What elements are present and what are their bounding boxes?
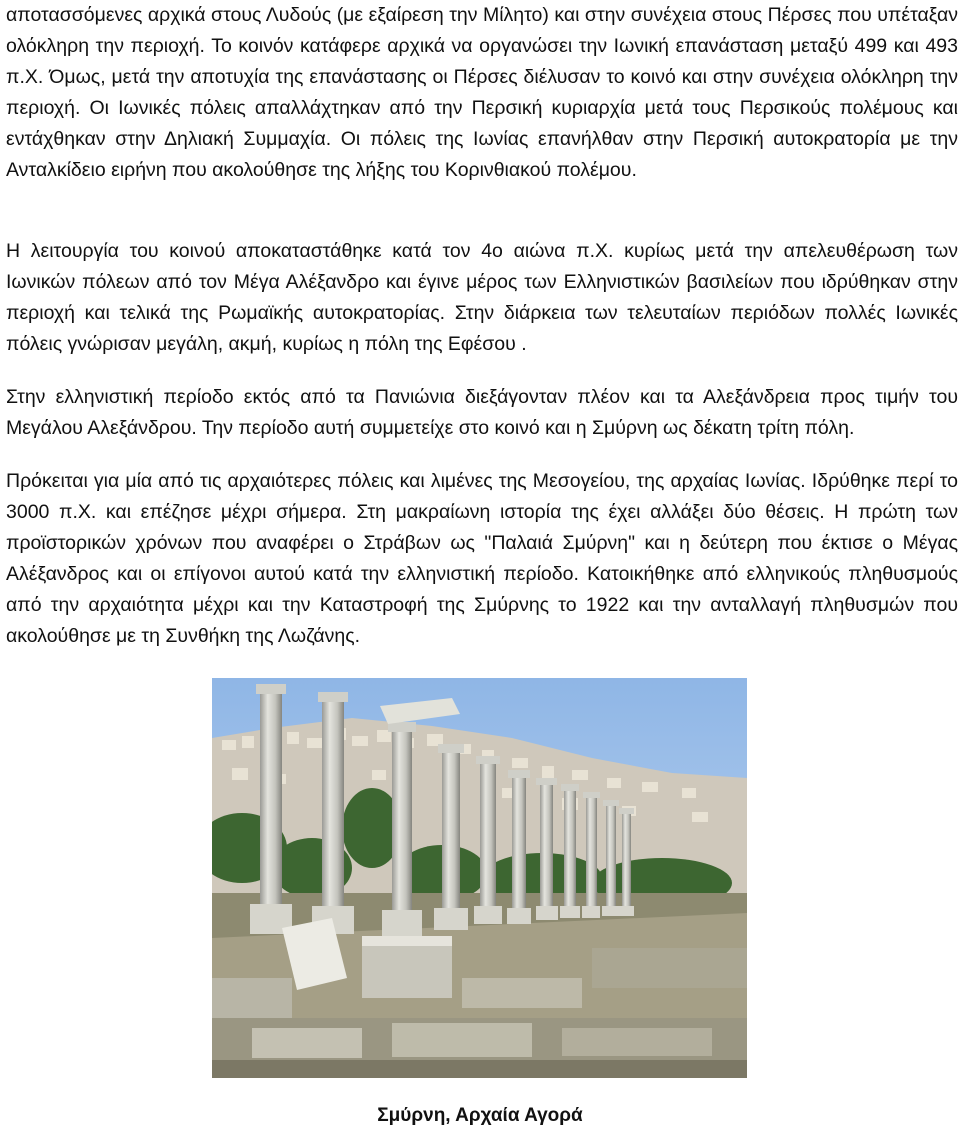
column-7	[540, 782, 553, 910]
column-5	[480, 760, 496, 910]
agora-photo-illustration	[212, 678, 747, 1078]
column-1	[260, 688, 282, 908]
column-9	[586, 796, 597, 910]
column-8	[564, 788, 576, 910]
photo-caption: Σμύρνη, Αρχαία Αγορά	[377, 1105, 583, 1126]
column-4	[442, 748, 460, 913]
column-10	[606, 804, 616, 910]
column-6	[512, 774, 526, 912]
paragraph-ionian-league-history: αποτασσόμενες αρχικά στους Λυδούς (με εξαίρεση την Μίλητο) και στην συνέχεια στους Πέρσες που υπέταξαν ολόκληρη την περιοχή. Το κοινόν κατάφερε αρχικά να οργανώσει την Ιωνική επανάσταση μεταξύ 499 και 493 π.Χ. Όμως, μετά την αποτυχία της επανάστασης οι Πέρσες διέλυσαν το κοινό και στην συνέχεια ολόκληρη την περιοχή. Οι Ιωνικές πόλεις απαλλάχτηκαν από την Περσική κυριαρχία μετά τους Περσικούς πολέμους και εντάχθηκαν στην Δηλιακή Συμμαχία. Οι πόλεις της Ιωνίας επανήλθαν στην Περσική αυτοκρατορία με την Ανταλκίδειο ειρήνη που ακολούθησε της λήξης του Κορινθιακού πολέμου.	[6, 4, 958, 181]
agora-photo	[212, 678, 747, 1078]
column-3	[392, 726, 412, 916]
column-11	[622, 812, 631, 910]
paragraph-hellenistic-period: Στην ελληνιστική περίοδο εκτός από τα Πανιώνια διεξάγονταν πλέον και τα Αλεξάνδρεια προς τιμήν του Μεγάλου Αλεξάνδρου. Την περίοδο αυτή συμμετείχε στο κοινό και η Σμύρνη ως δέκατη τρίτη πόλη.	[6, 386, 958, 439]
column-2	[322, 696, 344, 911]
paragraph-league-restoration: Η λειτουργία του κοινού αποκαταστάθηκε κατά τον 4ο αιώνα π.Χ. κυρίως μετά την απελευθέρωση των Ιωνικών πόλεων από τον Μέγα Αλέξανδρο και έγινε μέρος των Ελληνιστικών βασιλείων που ιδρύθηκαν στην περιοχή και τελικά της Ρωμαϊκής αυτοκρατορίας. Στην διάρκεια των τελευταίων περιόδων πολλές Ιωνικές πόλεις γνώρισαν μεγάλη, ακμή, κυρίως η πόλη της Εφέσου .	[6, 240, 958, 355]
paragraph-smyrna-history: Πρόκειται για μία από τις αρχαιότερες πόλεις και λιμένες της Μεσογείου, της αρχαίας Ιωνίας. Ιδρύθηκε περί το 3000 π.Χ. και επέζησε μέχρι σήμερα. Στη μακραίωνη ιστορία της έχει αλλάξει δύο θέσεις. Η πρώτη των προϊστορικών χρόνων που αναφέρει ο Στράβων ως "Παλαιά Σμύρνη" και η δεύτερη που έκτισε ο Μέγας Αλέξανδρος και οι επίγονοι αυτού κατά την ελληνιστική περίοδο. Κατοικήθηκε από ελληνικούς πληθυσμούς από την αρχαιότητα μέχρι και την Καταστροφή της Σμύρνης το 1922 και την ανταλλαγή πληθυσμών που ακολούθησε με τη Συνθήκη της Λωζάνης.	[6, 470, 958, 647]
